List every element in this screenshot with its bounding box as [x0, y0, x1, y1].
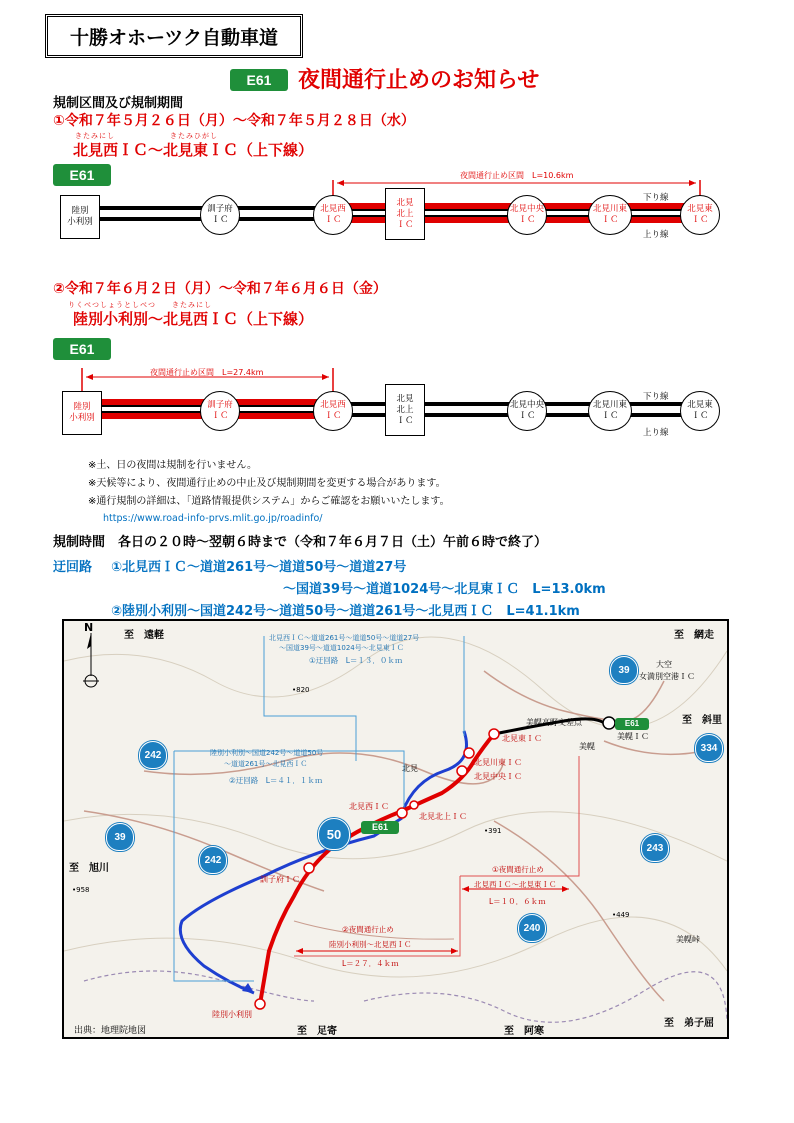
route-243-shield: 243 [641, 834, 669, 862]
route-242-shield-c: 242 [199, 846, 227, 874]
to-abashiri: 至 網走 [674, 630, 714, 641]
closure2-label: 夜間通行止め区間 L=27.4km [150, 368, 264, 377]
to-shari: 至 斜里 [682, 715, 722, 726]
route-badge: E61 [230, 69, 288, 91]
lbl-bihoro-town: 美幌 [579, 742, 595, 751]
lbl-bihoro-takano: 美幌高野交差点 [526, 718, 582, 727]
node-label: 北見川東 ＩＣ [592, 400, 627, 421]
node2-kawahigashi [588, 391, 632, 431]
callout-r1-line3: ①迂回路 L＝１３．０ｋｍ [309, 656, 403, 665]
node-label: 陸別 小利別 [69, 402, 95, 423]
down-line-label: 下り線 [643, 193, 669, 203]
node-label: 北見中央 ＩＣ [509, 204, 544, 225]
closure1-length: L＝１０．６ｋｍ [489, 897, 546, 906]
period1-dates: ①令和７年５月２６日（月）～令和７年５月２８日（水） [53, 113, 415, 129]
detour-label: 迂回路 [53, 560, 93, 575]
lbl-kitami-higashi: 北見東ＩＣ [502, 734, 542, 743]
node-label: 北見川東 ＩＣ [592, 204, 627, 225]
note-1: ※土、日の夜間は規制を行いません。 [88, 460, 257, 471]
period1-section: 北見西ＩＣ～北見東ＩＣ（上下線） [73, 141, 314, 159]
note-3: ※通行規制の詳細は、「道路情報提供システム」からご確認をお願いいたします。 [88, 496, 450, 507]
route-334-shield: 334 [695, 734, 723, 762]
up-line-label-2: 上り線 [643, 428, 669, 438]
callout-r2-line1: 陸別小利別～国道242号～道道50号 [210, 749, 324, 757]
node-label: 北見中央 ＩＣ [509, 400, 544, 421]
route-39-shield-w: 39 [106, 823, 134, 851]
node-kawahigashi [588, 195, 632, 235]
route-242-shield-w: 242 [139, 741, 167, 769]
route-map[interactable] [62, 619, 729, 1039]
notes [88, 457, 450, 511]
diagram-period1 [60, 170, 730, 250]
callout-r2-line2: ～道道261号～北見西ＩＣ [224, 760, 308, 768]
callout-r1-line1: 北見西ＩＣ～道道261号～道道50号～道道27号 [269, 634, 420, 642]
lbl-kitami: 北見 [402, 764, 418, 773]
closure1-label: 夜間通行止め区間 L=10.6km [460, 171, 574, 180]
node-label: 陸別 小利別 [67, 206, 93, 227]
node-label: 北見西 ＩＣ [320, 400, 346, 421]
lbl-ozora: 大空 [656, 660, 672, 669]
callout-r2-line3: ②迂回路 L＝４１．１ｋｍ [229, 776, 323, 785]
lbl-kitagami: 北見北上ＩＣ [419, 812, 467, 821]
elevation-4: •449 [612, 911, 630, 919]
regulation-time: 規制時間 各日の２０時～翌朝６時まで（令和７年６月７日（土）午前６時で終了） [53, 535, 548, 550]
period2-section: 陸別小利別～北見西ＩＣ（上下線） [73, 310, 314, 328]
map-source: 出典：地理院地図 [74, 1026, 147, 1036]
map-e61-badge-1: E61 [361, 821, 399, 834]
closure1-section: 北見西ＩＣ～北見東ＩＣ [474, 880, 557, 889]
road-name-box [45, 14, 303, 58]
lbl-chuo: 北見中央ＩＣ [474, 772, 522, 781]
section-heading: 規制区間及び規制期間 [53, 96, 184, 111]
node-label: 訓子府 ＩＣ [207, 204, 233, 225]
to-engaru: 至 遠軽 [124, 630, 164, 641]
to-teshikaga: 至 弟子屈 [664, 1018, 714, 1029]
node-kunneppu [200, 195, 240, 235]
node2-kitami-nishi [313, 391, 353, 431]
node-rikubetsu [60, 195, 100, 239]
closure2-section: 陸別小利別～北見西ＩＣ [329, 940, 412, 949]
route-240-shield: 240 [518, 914, 546, 942]
period2-ruby-b: きたみにし [172, 301, 212, 309]
node2-kunneppu [200, 391, 240, 431]
node-label: 北見 北上 ＩＣ [396, 393, 414, 426]
detour-route1-b: ～国道39号～道道1024号～北見東ＩＣ L=13.0km [283, 582, 606, 597]
lbl-kawahigashi: 北見川東ＩＣ [474, 758, 522, 767]
node-label: 北見西 ＩＣ [320, 204, 346, 225]
lbl-bihorotoge: 美幌峠 [676, 935, 700, 944]
period1-ruby-b: きたみひがし [170, 132, 218, 140]
detour-route1-a: ①北見西ＩＣ～道道261号～道道50号～道道27号 [111, 560, 407, 575]
diagram-period2 [60, 366, 730, 446]
node-label: 北見東 ＩＣ [687, 400, 713, 421]
closure2-title: ②夜間通行止め [342, 925, 394, 934]
route-39-shield-ne: 39 [610, 656, 638, 684]
lbl-memanbetsu: 女満別空港ＩＣ [639, 672, 695, 681]
diagram2-badge: E61 [53, 338, 111, 360]
node-label: 訓子府 ＩＣ [207, 400, 233, 421]
notice-title: 夜間通行止めのお知らせ [298, 68, 540, 93]
note-2: ※天候等により、夜間通行止めの中止及び規制期間を変更する場合があります。 [88, 478, 446, 489]
map-e61-badge-2: E61 [615, 718, 649, 730]
detour-route2: ②陸別小利別～国道242号～道道50号～道道261号～北見西ＩＣ L=41.1km [111, 604, 580, 619]
road-name: 十勝オホーツク自動車道 [69, 26, 279, 49]
to-ashoro: 至 足寄 [297, 1026, 337, 1037]
elevation-3: •391 [484, 827, 502, 835]
node2-kitagami [385, 384, 425, 436]
node-label: 北見 北上 ＩＣ [396, 197, 414, 230]
lbl-kitami-nishi: 北見西ＩＣ [349, 802, 389, 811]
lbl-bihoro-ic: 美幌ＩＣ [617, 732, 649, 741]
node2-rikubetsu [62, 391, 102, 435]
closure1-title: ①夜間通行止め [492, 865, 544, 874]
lbl-rikubetsu: 陸別小利別 [212, 1010, 252, 1019]
diagram1-badge: E61 [53, 164, 111, 186]
node-kitami-chuo [507, 195, 547, 235]
elevation-1: •820 [292, 686, 310, 694]
to-asahikawa: 至 旭川 [69, 863, 109, 874]
callout-r1-line2: ～国道39号～道道1024号～北見東ＩＣ [279, 644, 404, 652]
info-url[interactable]: https://www.road-info-prvs.mlit.go.jp/roadinfo/ [103, 513, 323, 524]
node-kitami-nishi [313, 195, 353, 235]
down-line-label-2: 下り線 [643, 392, 669, 402]
node-label: 北見東 ＩＣ [687, 204, 713, 225]
up-line-label: 上り線 [643, 230, 669, 240]
route-50-shield: 50 [318, 818, 350, 850]
node-kitagami [385, 188, 425, 240]
lbl-kunneppu: 訓子府ＩＣ [260, 875, 300, 884]
node-kitami-higashi [680, 195, 720, 235]
north-label: N [84, 621, 94, 634]
period2-ruby-a: りくべつしょうとしべつ [68, 301, 156, 309]
closure2-length: L＝２７．４ｋｍ [342, 959, 399, 968]
node2-kitami-higashi [680, 391, 720, 431]
period1-ruby-a: きたみにし [75, 132, 115, 140]
to-akan: 至 阿寒 [504, 1026, 544, 1037]
node2-kitami-chuo [507, 391, 547, 431]
elevation-2: •958 [72, 886, 90, 894]
period2-dates: ②令和７年６月２日（月）～令和７年６月６日（金） [53, 281, 387, 297]
